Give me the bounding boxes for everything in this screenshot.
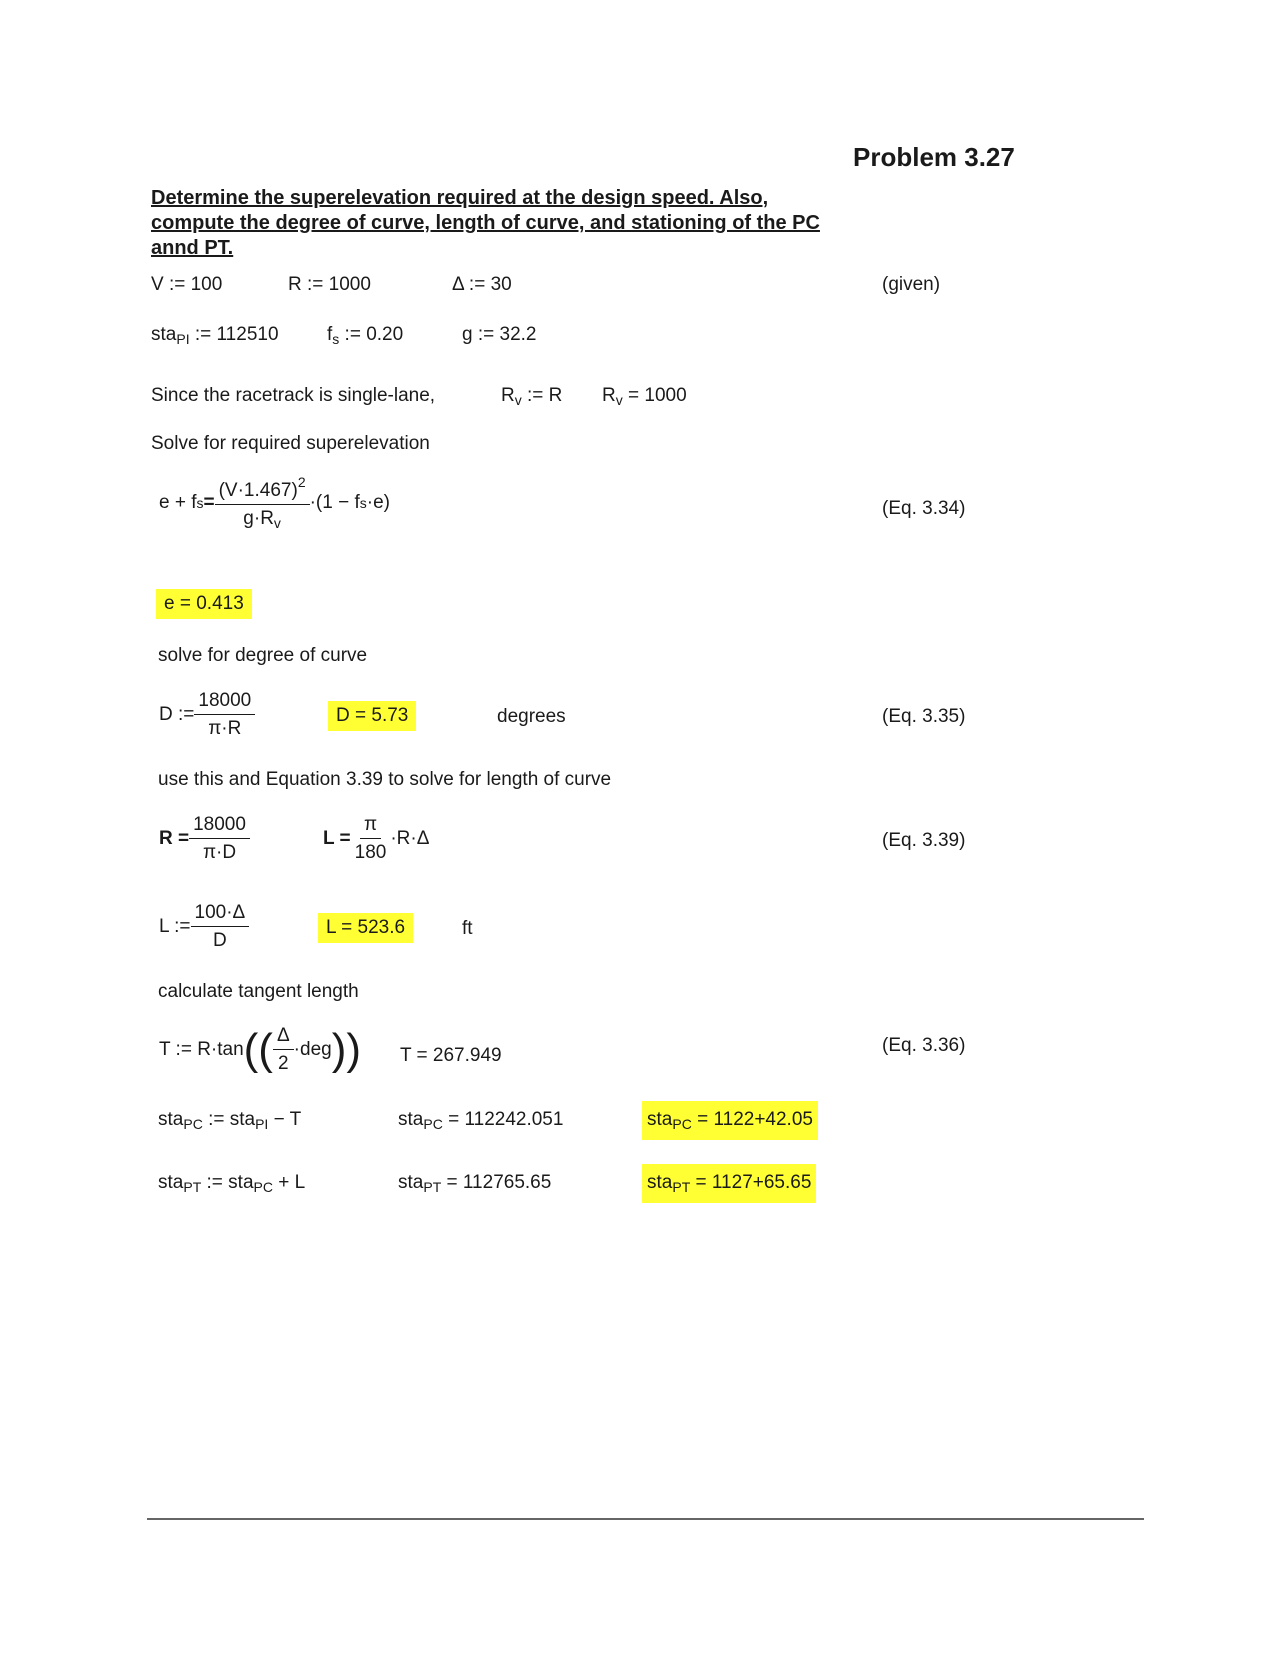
given-sta-pi: sta$_{PI}$ := 112510: [151, 324, 279, 347]
given-g: g := 32.2: [462, 324, 537, 345]
ref-eq-3-39: (Eq. 3.39): [882, 830, 966, 851]
fraction-superelevation: $\frac{(V\cdot 1.467)^2}{g\cdot R_v}$: [215, 474, 310, 531]
footer-divider: [147, 1518, 1144, 1520]
sta-pt-value: sta$_{PT}$ = 112765.65: [398, 1172, 552, 1195]
given-r: R := 1000: [288, 274, 371, 295]
equation-tangent: T := R·tan (( $\frac{\Delta}{2}$ ·deg )): [159, 1025, 362, 1074]
given-note: (given): [882, 274, 941, 295]
ref-eq-3-36: (Eq. 3.36): [882, 1035, 966, 1056]
ref-eq-3-35: (Eq. 3.35): [882, 706, 966, 727]
unit-degrees: degrees: [497, 706, 566, 727]
problem-statement: Determine the superelevation required at the design speed. Also, compute the degree of curve, length of curve, and stationing of the PC annd PT.: [151, 187, 820, 259]
equation-length: L := $\frac{100\cdot\Delta}{D}$: [159, 902, 249, 952]
fraction-l-relation: $\frac{\pi}{180}$: [354, 814, 387, 863]
rv-def: $R_v$ := R: [501, 385, 563, 408]
given-fs: $f_s$ := 0.20: [327, 324, 404, 347]
result-d: D = 5.73: [328, 701, 416, 731]
fraction-r: $\frac{18000}{\pi\cdot D}$: [189, 814, 250, 864]
heading-tangent: calculate tangent length: [158, 981, 359, 1002]
sta-pt-station: sta$_{PT}$ = 1127+65.65: [642, 1164, 816, 1203]
result-e: e = 0.413: [156, 589, 252, 619]
rv-value: $R_v = 1000$: [602, 385, 687, 408]
ref-eq-3-34: (Eq. 3.34): [882, 498, 966, 519]
heading-length: use this and Equation 3.39 to solve for length of curve: [158, 769, 612, 790]
sta-pt-definition: sta$_{PT}$ := sta$_{PC}$ + L: [158, 1172, 306, 1195]
sta-pc-definition: sta$_{PC}$ := sta$_{PI}$ − T: [158, 1109, 302, 1132]
unit-ft: ft: [462, 918, 473, 939]
given-v: V := 100: [151, 274, 223, 295]
rv-text: Since the racetrack is single-lane,: [151, 385, 436, 406]
sta-pc-station: sta$_{PC}$ = 1122+42.05: [642, 1101, 818, 1140]
equation-superelevation: e + f s = $\frac{(V\cdot 1.467)^2}{g\cdot R_v}$ ·( 1 − f s ·e ): [159, 474, 390, 531]
equation-l-relation: L = $\frac{\pi}{180}$ ·R·Δ: [323, 814, 430, 863]
sta-pc-value: sta$_{PC}$ = 112242.051: [398, 1109, 564, 1132]
fraction-length: $\frac{100\cdot\Delta}{D}$: [191, 902, 250, 952]
result-t: T = 267.949: [400, 1045, 502, 1066]
given-delta: Δ := 30: [452, 274, 512, 295]
heading-superelevation: Solve for required superelevation: [151, 433, 430, 454]
page-title: Problem 3.27: [853, 142, 1015, 172]
equation-r: R = $\frac{18000}{\pi\cdot D}$: [159, 814, 250, 864]
result-l: L = 523.6: [318, 913, 413, 943]
fraction-degree: $\frac{18000}{\pi\cdot R}$: [194, 690, 255, 740]
fraction-tangent: $\frac{\Delta}{2}$: [273, 1025, 294, 1075]
heading-degree: solve for degree of curve: [158, 645, 368, 666]
equation-degree: D := $\frac{18000}{\pi\cdot R}$: [159, 690, 255, 740]
